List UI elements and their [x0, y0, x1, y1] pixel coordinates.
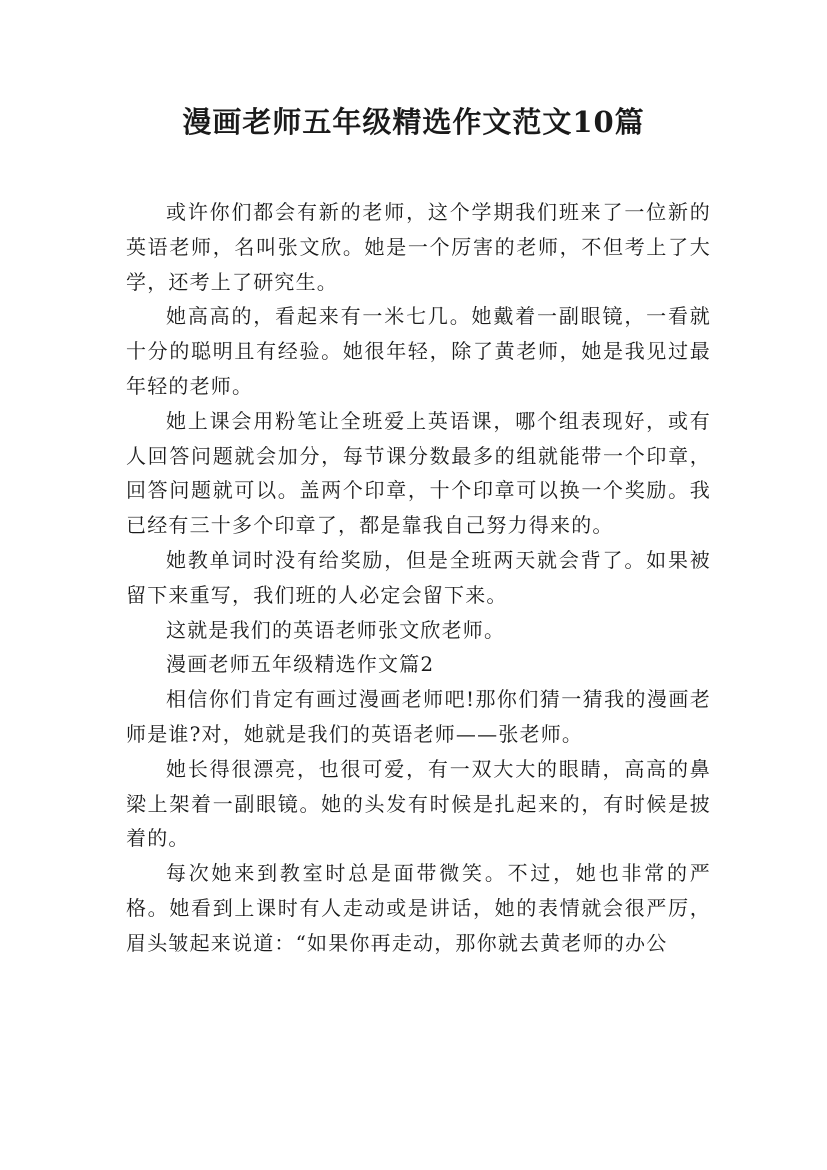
document-title: 漫画老师五年级精选作文范文10篇 — [182, 105, 645, 139]
section-heading-2: 漫画老师五年级精选作文篇2 — [166, 652, 435, 677]
paragraph-8: 每次她来到教室时总是面带微笑。不过，她也非常的严格。她看到上课时有人走动或是讲话，她的表情就会很严厉，眉头皱起来说道：“如果你再走动，那你就去黄老师的办公 — [126, 861, 711, 955]
paragraph-5: 这就是我们的英语老师张文欣老师。 — [166, 617, 506, 642]
paragraph-4: 她教单词时没有给奖励，但是全班两天就会背了。如果被留下来重写，我们班的人必定会留下来。 — [126, 547, 711, 607]
paragraph-1: 或许你们都会有新的老师，这个学期我们班来了一位新的英语老师，名叫张文欣。她是一个厉害的老师，不但考上了大学，还考上了研究生。 — [126, 200, 711, 294]
document-body — [126, 195, 711, 961]
paragraph-7: 她长得很漂亮，也很可爱，有一双大大的眼睛，高高的鼻梁上架着一副眼镜。她的头发有时候是扎起来的，有时候是披着的。 — [126, 756, 711, 851]
paragraph-3: 她上课会用粉笔让全班爱上英语课，哪个组表现好，或有人回答问题就会加分，每节课分数最多的组就能带一个印章，回答问题就可以。盖两个印章，十个印章可以换一个奖励。我已经有三十多个印章了，都是靠我自己努力得来的。 — [126, 408, 711, 538]
paragraph-6: 相信你们肯定有画过漫画老师吧!那你们猜一猜我的漫画老师是谁?对，她就是我们的英语老师——张老师。 — [126, 687, 711, 746]
paragraph-2: 她高高的，看起来有一米七几。她戴着一副眼镜，一看就十分的聪明且有经验。她很年轻，除了黄老师，她是我见过最年轻的老师。 — [126, 304, 711, 398]
